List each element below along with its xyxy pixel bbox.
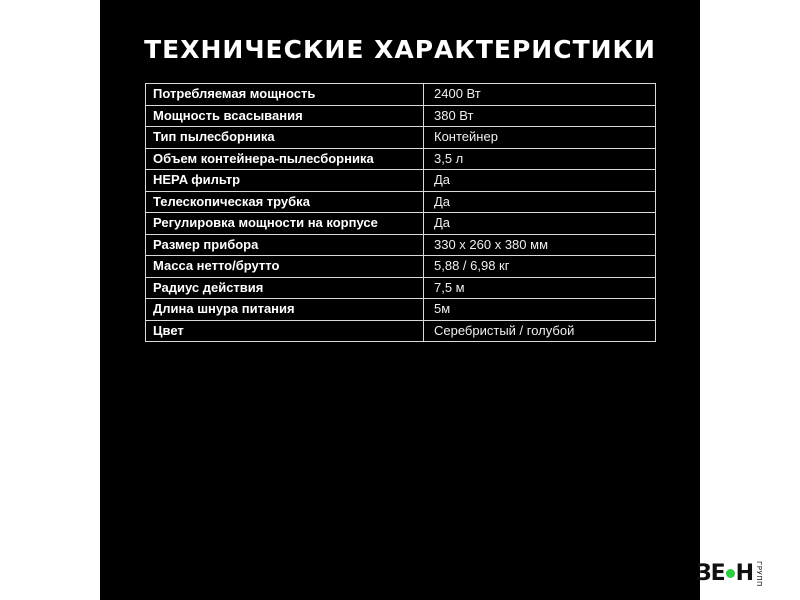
spec-name: Длина шнура питания [146,299,424,321]
spec-row [146,105,656,127]
spec-value: 380 Вт [424,105,656,127]
spec-value: Да [424,213,656,235]
spec-row [146,277,656,299]
spec-table-body [146,84,656,342]
spec-panel [100,0,700,600]
logo-vertical-text: ГРУПП [755,561,764,587]
spec-name: Размер прибора [146,234,424,256]
logo-wordmark [696,562,753,586]
spec-row [146,320,656,342]
spec-name: Мощность всасывания [146,105,424,127]
spec-value: Да [424,170,656,192]
spec-row [146,213,656,235]
spec-name: Объем контейнера-пылесборника [146,148,424,170]
logo-text-left: ЗЕ [696,561,725,586]
spec-name: Потребляемая мощность [146,84,424,106]
spec-value: 2400 Вт [424,84,656,106]
spec-row [146,191,656,213]
spec-value: 5,88 / 6,98 кг [424,256,656,278]
page-title: ТЕХНИЧЕСКИЕ ХАРАКТЕРИСТИКИ [144,35,656,64]
spec-name: Масса нетто/брутто [146,256,424,278]
spec-row [146,256,656,278]
spec-row [146,148,656,170]
spec-name: Радиус действия [146,277,424,299]
spec-table [145,83,656,342]
logo-dot-icon [726,569,735,578]
spec-value: 5м [424,299,656,321]
spec-value: Да [424,191,656,213]
spec-value: 7,5 м [424,277,656,299]
brand-logo [696,556,800,592]
spec-row [146,170,656,192]
spec-name: Телескопическая трубка [146,191,424,213]
logo-text-right: Н [735,561,754,586]
spec-row [146,84,656,106]
spec-row [146,299,656,321]
spec-name: Регулировка мощности на корпусе [146,213,424,235]
spec-name: HEPA фильтр [146,170,424,192]
spec-value: Серебристый / голубой [424,320,656,342]
spec-row [146,234,656,256]
spec-value: 3,5 л [424,148,656,170]
spec-value: Контейнер [424,127,656,149]
spec-name: Тип пылесборника [146,127,424,149]
spec-value: 330 х 260 х 380 мм [424,234,656,256]
spec-name: Цвет [146,320,424,342]
spec-row [146,127,656,149]
